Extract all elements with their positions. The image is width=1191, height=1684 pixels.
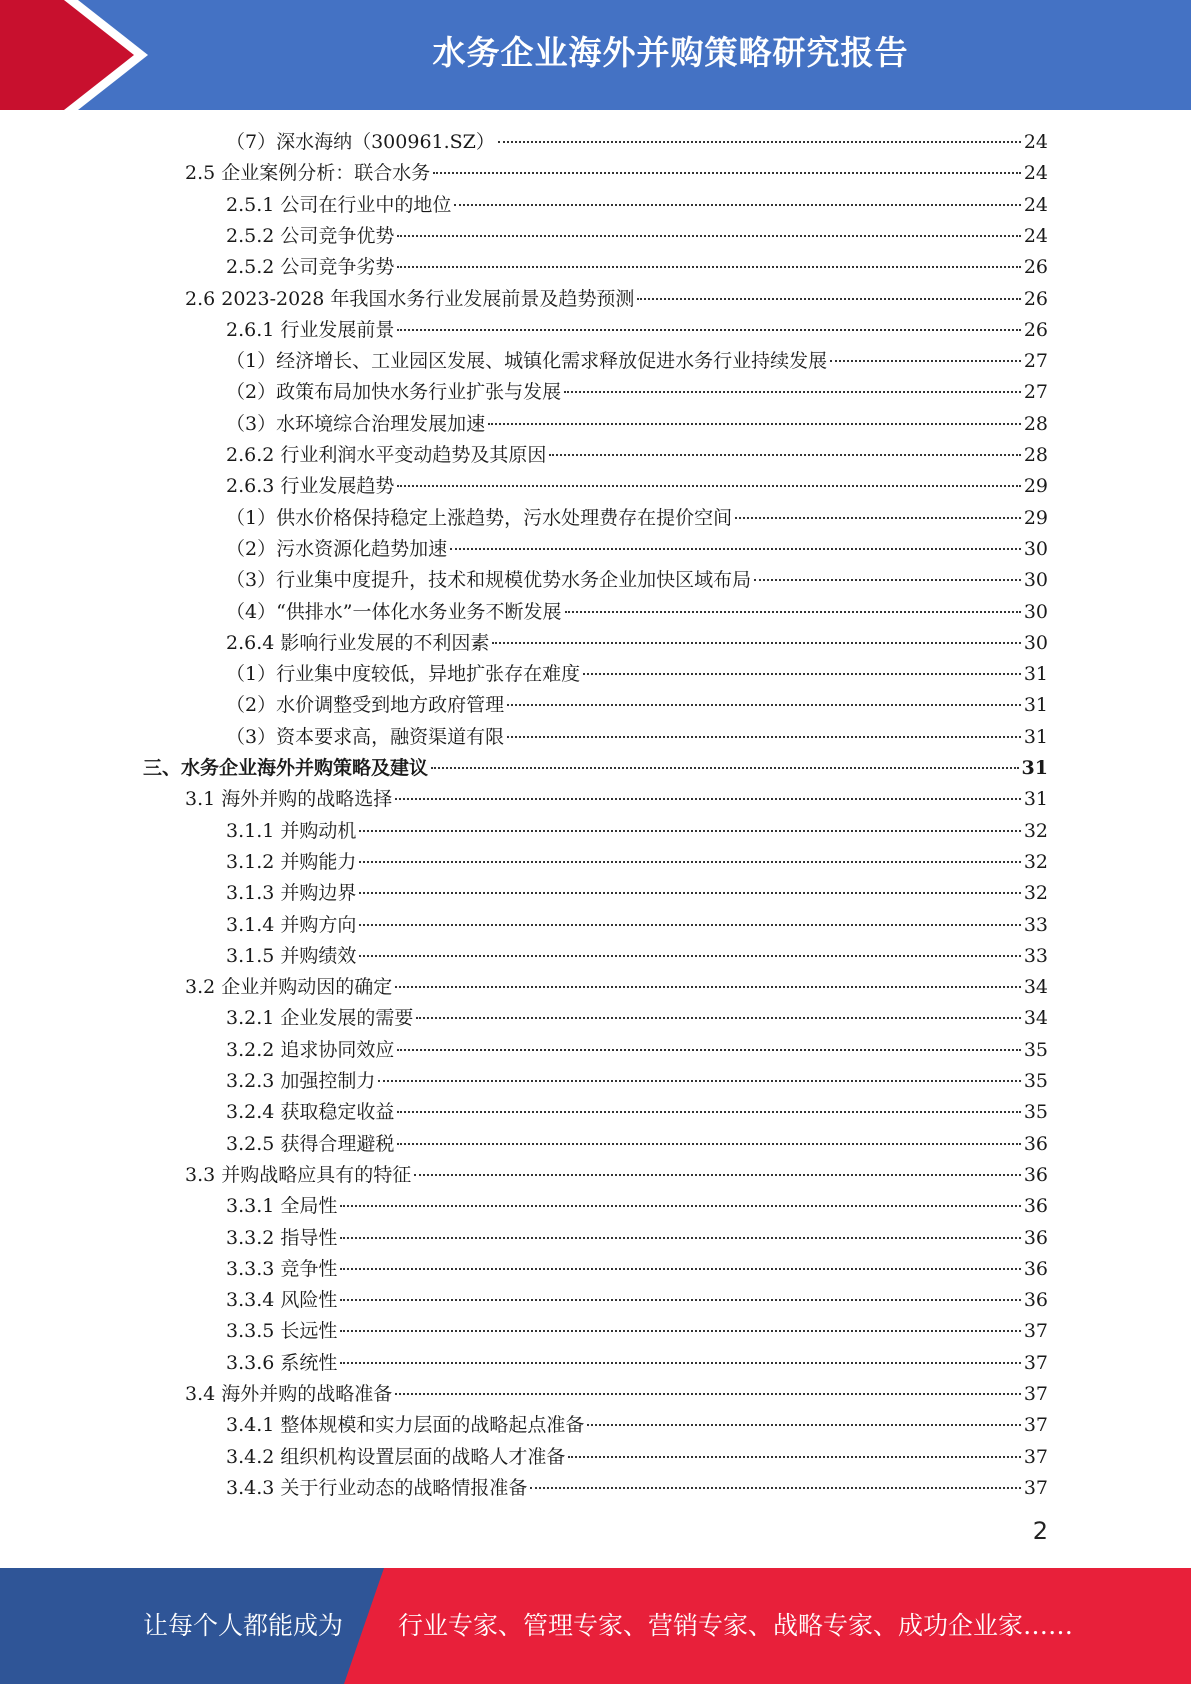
toc-dot-leader	[583, 673, 1021, 675]
toc-dot-leader	[416, 1017, 1020, 1019]
toc-entry-page: 37	[1023, 1445, 1048, 1468]
toc-dot-leader	[530, 1487, 1020, 1489]
page-header	[0, 0, 1191, 110]
toc-entry-label: （1）供水价格保持稳定上涨趋势，污水处理费存在提价空间	[226, 506, 733, 529]
toc-entry-page: 29	[1023, 475, 1048, 498]
toc-entry-label: 2.5 企业案例分析：联合水务	[185, 162, 431, 185]
toc-dot-leader	[507, 704, 1021, 706]
toc-entry-label: （2）污水资源化趋势加速	[226, 537, 448, 560]
toc-entry-page: 37	[1023, 1476, 1048, 1499]
toc-entry-label: （4）“供排水”一体化水务业务不断发展	[226, 600, 562, 623]
toc-entry-page: 28	[1023, 412, 1048, 435]
page-number: 2	[1032, 1517, 1048, 1545]
toc-dot-leader	[395, 798, 1021, 800]
toc-dot-leader	[735, 517, 1021, 519]
toc-entry[interactable]	[226, 847, 1048, 878]
toc-entry-label: 3.3.1 全局性	[226, 1195, 338, 1218]
toc-dot-leader	[450, 548, 1021, 550]
toc-entry-label: 2.5.1 公司在行业中的地位	[226, 193, 452, 216]
toc-dot-leader	[414, 1174, 1021, 1176]
toc-entry-page: 24	[1023, 162, 1048, 185]
toc-entry-label: 2.6.1 行业发展前景	[226, 318, 395, 341]
toc-entry-page: 37	[1023, 1383, 1048, 1405]
toc-entry-page: 30	[1023, 569, 1048, 592]
toc-entry-page: 31	[1023, 694, 1048, 717]
toc-dot-leader	[340, 1205, 1020, 1207]
toc-entry[interactable]	[226, 1191, 1048, 1222]
toc-entry-page: 37	[1023, 1320, 1048, 1343]
toc-entry-page: 31	[1023, 725, 1048, 748]
toc-entry-label: 3.1.2 并购能力	[226, 850, 357, 873]
toc-dot-leader	[359, 924, 1020, 926]
toc-entry-page: 27	[1023, 381, 1048, 404]
toc-entry-page: 35	[1023, 1070, 1048, 1092]
toc-entry[interactable]	[185, 284, 1048, 315]
toc-entry[interactable]	[185, 1379, 1048, 1410]
toc-entry-label: （3）资本要求高，融资渠道有限	[226, 725, 505, 748]
toc-dot-leader	[359, 861, 1020, 863]
toc-entry[interactable]	[226, 471, 1048, 502]
toc-entry[interactable]	[226, 690, 1048, 721]
toc-entry-label: （2）政策布局加快水务行业扩张与发展	[226, 381, 562, 404]
toc-entry-page: 24	[1023, 193, 1048, 216]
toc-entry[interactable]	[226, 534, 1048, 565]
toc-entry-page: 26	[1023, 256, 1048, 279]
toc-entry-page: 29	[1023, 506, 1048, 529]
toc-entry-label: 3.1.4 并购方向	[226, 913, 357, 936]
toc-entry-page: 24	[1023, 224, 1048, 247]
toc-entry[interactable]	[226, 1285, 1048, 1316]
toc-entry[interactable]	[226, 910, 1048, 941]
toc-dot-leader	[488, 423, 1021, 425]
footer-slogan-right: 行业专家、管理专家、营销专家、战略专家、成功企业家……	[398, 1611, 1074, 1640]
toc-entry[interactable]	[226, 315, 1048, 346]
toc-dot-leader	[397, 235, 1020, 237]
toc-dot-leader	[395, 986, 1021, 988]
toc-entry-page: 28	[1023, 444, 1048, 466]
toc-dot-leader	[507, 736, 1021, 738]
toc-dot-leader	[378, 1080, 1020, 1082]
toc-entry-label: 3.2.5 获得合理避税	[226, 1132, 395, 1155]
toc-entry-label: 3.2.2 追求协同效应	[226, 1038, 395, 1061]
toc-entry-label: （3）行业集中度提升，技术和规模优势水务企业加快区域布局	[226, 569, 752, 592]
toc-entry[interactable]	[226, 1348, 1048, 1379]
toc-entry[interactable]	[185, 972, 1048, 1003]
toc-entry-label: 3.3.2 指导性	[226, 1226, 338, 1249]
toc-entry-label: 3.1.5 并购绩效	[226, 944, 357, 967]
toc-entry-label: 3.3 并购战略应具有的特征	[185, 1163, 412, 1186]
toc-entry-label: 3.4.1 整体规模和实力层面的战略起点准备	[226, 1414, 585, 1437]
toc-entry-page: 26	[1023, 287, 1048, 310]
toc-dot-leader	[395, 1393, 1021, 1395]
toc-entry-page: 24	[1023, 131, 1048, 153]
toc-entry-page: 37	[1023, 1414, 1048, 1437]
toc-entry[interactable]	[185, 158, 1048, 189]
toc-dot-leader	[359, 955, 1020, 957]
toc-entry-page: 36	[1023, 1195, 1048, 1218]
toc-entry-page: 30	[1023, 537, 1048, 560]
toc-entry-label: （1）经济增长、工业园区发展、城镇化需求释放促进水务行业持续发展	[226, 350, 828, 373]
toc-entry-label: 2.5.2 公司竞争劣势	[226, 256, 395, 279]
toc-dot-leader	[498, 141, 1021, 143]
toc-dot-leader	[397, 485, 1020, 487]
toc-dot-leader	[754, 579, 1021, 581]
toc-entry-page: 37	[1023, 1351, 1048, 1374]
toc-entry-page: 31	[1023, 788, 1048, 811]
toc-entry-label: 3.2.1 企业发展的需要	[226, 1007, 414, 1030]
toc-entry-label: 3.2.3 加强控制力	[226, 1070, 376, 1092]
toc-entry[interactable]	[226, 941, 1048, 972]
toc-entry-label: 3.3.6 系统性	[226, 1351, 338, 1374]
toc-dot-leader	[340, 1268, 1020, 1270]
toc-entry[interactable]	[226, 1035, 1048, 1066]
toc-dot-leader	[340, 1299, 1020, 1301]
toc-entry[interactable]	[226, 628, 1048, 659]
toc-entry-label: 2.6.3 行业发展趋势	[226, 475, 395, 498]
toc-entry-page: 36	[1023, 1257, 1048, 1280]
footer-slogan-left: 让每个人都能成为	[143, 1611, 344, 1640]
toc-entry[interactable]	[226, 221, 1048, 252]
toc-entry[interactable]	[226, 1316, 1048, 1347]
toc-entry-page: 35	[1023, 1038, 1048, 1061]
toc-dot-leader	[565, 611, 1021, 613]
toc-entry-label: 3.2 企业并购动因的确定	[185, 976, 393, 999]
toc-dot-leader	[564, 391, 1021, 393]
toc-entry[interactable]	[226, 252, 1048, 283]
toc-dot-leader	[431, 767, 1019, 769]
toc-entry-label: 3.4.2 组织机构设置层面的战略人才准备	[226, 1445, 566, 1468]
toc-entry-label: （2）水价调整受到地方政府管理	[226, 694, 505, 717]
toc-entry-label: 3.3.4 风险性	[226, 1289, 338, 1312]
toc-entry[interactable]	[226, 127, 1048, 158]
toc-entry[interactable]	[226, 659, 1048, 690]
toc-entry-label: 2.6.4 影响行业发展的不利因素	[226, 631, 490, 654]
toc-entry-label: （3）水环境综合治理发展加速	[226, 412, 486, 435]
toc-entry-label: 3.3.3 竞争性	[226, 1257, 338, 1280]
toc-entry-label: 3.4 海外并购的战略准备	[185, 1383, 393, 1405]
toc-entry[interactable]	[226, 1410, 1048, 1441]
toc-entry[interactable]	[226, 1442, 1048, 1473]
toc-entry-page: 32	[1023, 882, 1048, 905]
toc-dot-leader	[397, 266, 1020, 268]
toc-entry-page: 31	[1023, 663, 1048, 686]
report-title: 水务企业海外并购策略研究报告	[432, 33, 909, 72]
page-footer	[0, 1568, 1191, 1684]
toc-entry-page: 36	[1023, 1226, 1048, 1249]
toc-entry-label: 3.1.3 并购边界	[226, 882, 357, 905]
toc-dot-leader	[549, 454, 1020, 456]
toc-dot-leader	[340, 1330, 1020, 1332]
toc-entry[interactable]	[226, 1066, 1048, 1097]
toc-entry-page: 36	[1023, 1289, 1048, 1312]
toc-entry[interactable]	[226, 597, 1048, 628]
toc-dot-leader	[397, 1143, 1020, 1145]
toc-dot-leader	[359, 892, 1020, 894]
toc-dot-leader	[568, 1456, 1020, 1458]
toc-entry[interactable]	[226, 190, 1048, 221]
toc-dot-leader	[454, 204, 1020, 206]
toc-entry[interactable]	[226, 1003, 1048, 1034]
toc-entry-page: 32	[1023, 819, 1048, 842]
toc-entry-page: 36	[1023, 1163, 1048, 1186]
toc-entry[interactable]	[226, 816, 1048, 847]
toc-entry-label: 3.3.5 长远性	[226, 1320, 338, 1343]
toc-entry[interactable]	[185, 784, 1048, 815]
toc-entry[interactable]	[226, 722, 1048, 753]
toc-entry[interactable]	[226, 440, 1048, 471]
toc-dot-leader	[359, 830, 1020, 832]
toc-entry-page: 26	[1023, 318, 1048, 341]
toc-entry[interactable]	[143, 753, 1048, 784]
toc-entry[interactable]	[226, 346, 1048, 377]
toc-dot-leader	[340, 1362, 1020, 1364]
toc-entry-page: 34	[1023, 976, 1048, 999]
toc-entry-page: 32	[1023, 850, 1048, 873]
toc-entry[interactable]	[226, 565, 1048, 596]
toc-entry-page: 30	[1023, 600, 1048, 623]
toc-dot-leader	[587, 1424, 1020, 1426]
toc-dot-leader	[492, 642, 1020, 644]
toc-entry[interactable]	[226, 1473, 1048, 1504]
toc-entry-label: 三、水务企业海外并购策略及建议	[143, 757, 429, 779]
toc-entry[interactable]	[226, 878, 1048, 909]
toc-entry-page: 33	[1023, 944, 1048, 967]
toc-entry-label: 3.1 海外并购的战略选择	[185, 788, 393, 811]
toc-entry-page: 33	[1023, 913, 1048, 936]
toc-entry-label: 3.4.3 关于行业动态的战略情报准备	[226, 1476, 528, 1499]
toc-entry-label: 3.2.4 获取稳定收益	[226, 1101, 395, 1124]
toc-entry-page: 34	[1023, 1007, 1048, 1030]
toc-entry[interactable]	[185, 1160, 1048, 1191]
toc-entry-label: 2.5.2 公司竞争优势	[226, 224, 395, 247]
toc-entry-page: 35	[1023, 1101, 1048, 1124]
toc-entry-label: 3.1.1 并购动机	[226, 819, 357, 842]
toc-entry-label: 2.6 2023-2028 年我国水务行业发展前景及趋势预测	[185, 287, 635, 310]
toc-dot-leader	[397, 1049, 1020, 1051]
toc-entry-label: 2.6.2 行业利润水平变动趋势及其原因	[226, 444, 547, 466]
toc-entry[interactable]	[226, 1223, 1048, 1254]
toc-dot-leader	[397, 329, 1020, 331]
toc-entry[interactable]	[226, 409, 1048, 440]
toc-entry-page: 30	[1023, 631, 1048, 654]
toc-dot-leader	[340, 1237, 1020, 1239]
toc-entry[interactable]	[226, 377, 1048, 408]
toc-entry-page: 27	[1023, 350, 1048, 373]
toc-dot-leader	[637, 298, 1020, 300]
toc-entry-page: 31	[1021, 757, 1048, 779]
toc-entry[interactable]	[226, 1254, 1048, 1285]
toc-entry-label: （1）行业集中度较低，异地扩张存在难度	[226, 663, 581, 686]
toc-entry[interactable]	[226, 1129, 1048, 1160]
toc-entry[interactable]	[226, 503, 1048, 534]
toc-dot-leader	[397, 1111, 1020, 1113]
toc-entry-label: （7）深水海纳（300961.SZ）	[226, 131, 495, 153]
toc-entry[interactable]	[226, 1097, 1048, 1128]
toc-dot-leader	[433, 172, 1021, 174]
toc-dot-leader	[830, 360, 1021, 362]
toc-entry-page: 36	[1023, 1132, 1048, 1155]
